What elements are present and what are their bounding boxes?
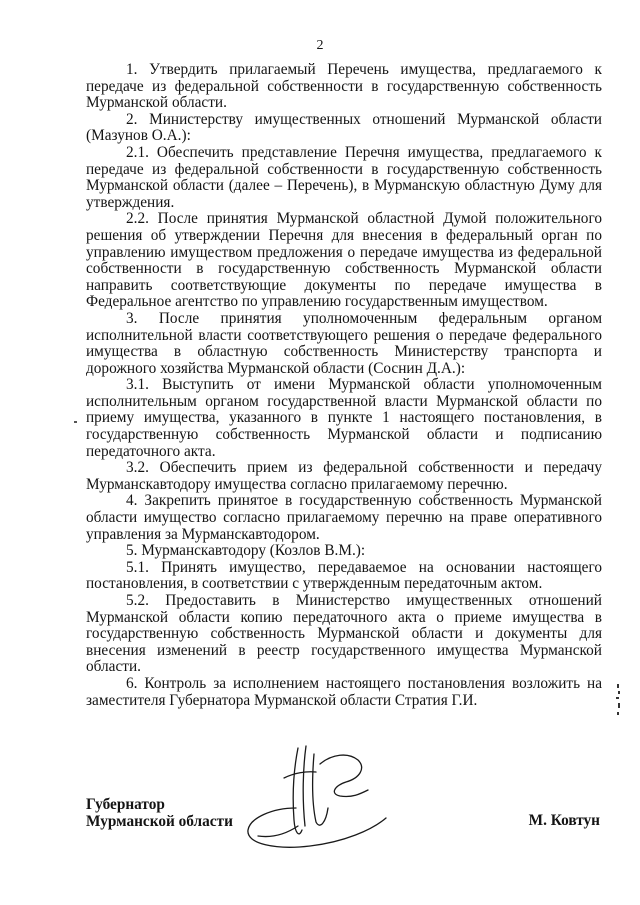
signatory-title-line-1: Губернатор (86, 796, 165, 813)
signatory-title (86, 796, 233, 830)
paragraph-2-2: 2.2. После принятия Мурманской областной Думой положительного решения об утверждении Перечня для внесения в федеральный орган по управлению имуществом предложения о передаче имущества из федеральной собственности в государственную собственность Мурманской области направить соответствующие документы по передаче имущества в Федеральное агентство по управлению государственным имуществом. (86, 210, 602, 311)
paragraph-1: 1. Утвердить прилагаемый Перечень имущества, предлагаемого к передаче из федеральной собственности в государственную собственность Мурманской области. (86, 61, 602, 112)
signatory-name: М. Ковтун (528, 812, 600, 829)
scan-specks (614, 682, 626, 722)
signatory-title-line-2: Мурманской области (86, 813, 233, 830)
paragraph-2-1: 2.1. Обеспечить представление Перечня имущества, предлагаемого к передаче из федеральной собственности в государственную собственность Мурманской области (далее – Перечень), в Мурманскую областную Думу для утверждения. (86, 143, 602, 211)
paragraph-4: 4. Закрепить принятое в государственную собственность Мурманской области имущество согласно прилагаемому перечню на праве оперативного управления за Мурманскавтодором. (86, 492, 602, 543)
paragraph-5-2: 5.2. Предоставить в Министерство имущественных отношений Мурманской области копию передаточного акта о приеме имущества в государственную собственность Мурманской области и документы для внесения изменений в реестр государственного имущества Мурманской области. (86, 592, 602, 676)
paragraph-5: 5. Мурманскавтодору (Козлов В.М.): (126, 542, 366, 560)
paragraph-2: 2. Министерству имущественных отношений Мурманской области (Мазунов О.А.): (86, 110, 602, 145)
handwritten-signature (236, 738, 406, 858)
paragraph-3: 3. После принятия уполномоченным федеральным органом исполнительной власти соответствующего решения о передаче федерального имущества в областную собственность Министерству транспорта и дорожного хозяйства Мурманской области (Соснин Д.А.): (86, 309, 602, 377)
paragraph-6: 6. Контроль за исполнением настоящего постановления возложить на заместителя Губернатора Мурманской области Стратия Г.И. (86, 674, 602, 709)
page-number: 2 (316, 38, 324, 53)
paragraph-3-1: 3.1. Выступить от имени Мурманской области уполномоченным исполнительным органом государственной власти Мурманской области по приему имущества, указанного в пункте 1 настоящего постановления, в государственную собственность Мурманской области и подписанию передаточного акта. (86, 376, 602, 460)
paragraph-5-1: 5.1. Принять имущество, передаваемое на основании настоящего постановления, в соответствии с утвержденным передаточным актом. (86, 558, 602, 593)
paragraph-3-2: 3.2. Обеспечить прием из федеральной собственности и передачу Мурманскавтодору имущества согласно прилагаемому перечню. (86, 459, 602, 493)
scan-speck (73, 420, 79, 424)
